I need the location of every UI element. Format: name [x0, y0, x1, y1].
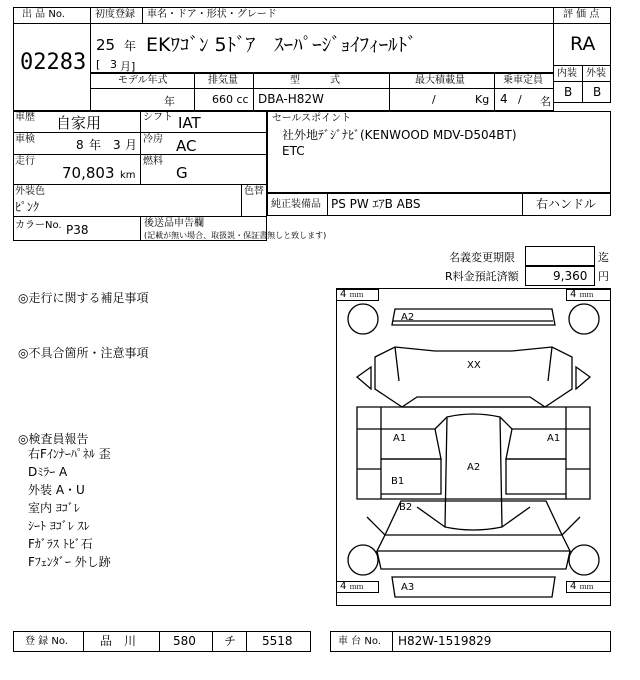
recycle-fee: 9,360 — [553, 269, 588, 283]
shift: IAT — [178, 114, 201, 132]
steering-side: 右ハンドル — [536, 197, 597, 211]
post-report-label: 後送品申告欄 — [144, 218, 204, 229]
driving-notes-heading: ◎走行に関する補足事項 — [18, 291, 149, 305]
reg-v2 — [159, 631, 160, 652]
damage-diagram — [336, 288, 611, 606]
capacity-slash: / — [518, 93, 522, 106]
grade-label: 評 価 点 — [563, 9, 600, 20]
inspector-report-line: ｼｰﾄ ﾖｺﾞﾚ ｽﾚ — [28, 519, 90, 533]
damage-code-hood: XX — [467, 360, 481, 371]
spec-v1 — [194, 73, 195, 111]
defects-heading: ◎不具合箇所・注意事項 — [18, 346, 149, 360]
inspector-report-line: Dﾐﾗｰ A — [28, 465, 68, 479]
details-v2 — [241, 184, 242, 216]
model-year-label: モデル年式 — [118, 75, 168, 86]
registration-month-unit: 月] — [120, 60, 136, 73]
car-name-label: 車名・ドア・形状・グレード — [147, 9, 277, 20]
reg-v1 — [83, 631, 84, 652]
capacity: 4 — [500, 92, 508, 106]
equipment-v1 — [327, 193, 328, 216]
fuel-label: 燃料 — [143, 156, 163, 167]
tire-depth: 4 — [340, 289, 347, 300]
max-load-label: 最大積載量 — [415, 75, 465, 86]
registration-number-label: 登 録 No. — [25, 636, 68, 647]
inspector-report-heading: ◎検査員報告 — [18, 432, 89, 446]
registration-month: 3 — [110, 58, 117, 71]
equipment: PS PW ｴｱB ABS — [331, 197, 421, 211]
fuel: G — [176, 164, 188, 182]
sales-point-line-2: ETC — [282, 144, 305, 158]
interior-grade-label: 内装 — [557, 68, 577, 79]
inspection-label: 車検 — [15, 134, 35, 145]
damage-code-left-front-door: A1 — [393, 433, 407, 444]
title-hdivider — [90, 23, 554, 24]
spec-v3 — [389, 73, 390, 111]
grade-divider — [553, 23, 611, 24]
registration-area: 品 川 — [100, 634, 137, 648]
inspector-report-line: Fﾌｪﾝﾀﾞｰ 外し跡 — [28, 555, 111, 569]
max-load-slash: / — [432, 93, 436, 106]
registration-number: 5518 — [262, 634, 293, 648]
color-change-label: 色替 — [244, 186, 264, 197]
recycle-fee-label: R料金預託済額 — [445, 270, 519, 283]
name-change-deadline-label: 名義変更期限 — [449, 251, 515, 264]
inspection-year-unit: 年 — [89, 138, 102, 152]
overall-grade: RA — [570, 33, 596, 55]
tire-depth-unit: ｍｍ — [349, 583, 364, 591]
ac: AC — [176, 137, 197, 155]
inspector-report-line: Fｶﾞﾗｽ ﾄﾋﾞ石 — [28, 537, 93, 551]
tire-depth: 4 — [340, 581, 347, 592]
damage-code-right-front-door: A1 — [547, 433, 561, 444]
damage-code-front-bumper: A2 — [401, 312, 415, 323]
max-load-unit: Kg — [475, 93, 490, 106]
color-number: P38 — [66, 223, 89, 237]
details-v3 — [140, 216, 141, 241]
capacity-unit: 名 — [540, 95, 551, 108]
exterior-grade-label: 外装 — [586, 68, 606, 79]
spec-divider — [90, 88, 554, 89]
registration-class: 580 — [173, 634, 196, 648]
tire-tag-rear-right — [566, 581, 610, 593]
damage-code-left-rear-door: B1 — [391, 476, 405, 487]
model-year-unit: 年 — [164, 95, 175, 108]
tire-tag-front-left — [337, 289, 379, 301]
damage-code-left-quarter: B2 — [399, 502, 413, 513]
equipment-label: 純正装備品 — [271, 199, 321, 210]
sales-point-label: セールスポイント — [272, 113, 352, 124]
reg-v4 — [246, 631, 247, 652]
tire-depth-unit: ｍｍ — [579, 291, 594, 299]
car-outline-drawing — [337, 289, 610, 605]
chassis-v1 — [392, 631, 393, 652]
name-change-deadline-unit: 迄 — [598, 251, 609, 264]
grade-vdivider — [582, 65, 583, 103]
capacity-label: 乗車定員 — [503, 75, 543, 86]
mileage-unit: km — [120, 170, 136, 181]
ac-label: 冷房 — [143, 134, 163, 145]
reg-v3 — [212, 631, 213, 652]
inspector-report-line: 外装 A・U — [28, 483, 85, 497]
lot-divider — [13, 23, 91, 24]
displacement: 660 cc — [212, 93, 249, 106]
sales-point-line-1: 社外地ﾃﾞｼﾞﾅﾋﾞ(KENWOOD MDV-D504BT) — [282, 128, 517, 142]
lot-number-label: 出 品 No. — [22, 9, 65, 20]
details-h3 — [13, 184, 267, 185]
grade-divider-3 — [553, 81, 611, 82]
tire-tag-front-right — [566, 289, 610, 301]
registration-year-unit: 年 — [124, 39, 137, 53]
inspection-month-unit: 月 — [125, 138, 138, 152]
chassis-number-label: 車 台 No. — [338, 636, 381, 647]
color-label: 外装色 — [15, 186, 45, 197]
exterior-color: ﾋﾟﾝｸ — [15, 200, 40, 214]
interior-grade: B — [564, 85, 573, 99]
damage-code-rear-bumper: A3 — [401, 582, 415, 593]
exterior-grade: B — [593, 85, 602, 99]
tire-tag-rear-left — [337, 581, 379, 593]
inspection-month: 3 — [113, 138, 121, 152]
color-number-label: カラーNo. — [15, 220, 62, 231]
registration-year: 25 — [96, 36, 116, 54]
recycle-fee-unit: 円 — [598, 270, 609, 283]
tire-depth-unit: ｍｍ — [579, 583, 594, 591]
tire-depth: 4 — [570, 581, 577, 592]
inspector-report-line: 室内 ﾖｺﾞﾚ — [28, 501, 80, 515]
mileage: 70,803 — [62, 164, 115, 182]
displacement-label: 排気量 — [208, 75, 238, 86]
vehicle-type: DBA-H82W — [258, 92, 324, 106]
spec-v4 — [494, 73, 495, 111]
damage-code-roof: A2 — [467, 462, 481, 473]
equipment-v2 — [522, 193, 523, 216]
type-label: 型 式 — [290, 75, 340, 86]
registration-kana: チ — [224, 634, 237, 648]
inspector-report-line: 右Fｲﾝﾅｰﾊﾟﾈﾙ 歪 — [28, 447, 111, 461]
history-label: 車歴 — [15, 112, 35, 123]
chassis-number: H82W-1519829 — [398, 634, 492, 648]
details-v1 — [140, 111, 141, 184]
post-report-note: (記載が無い場合、取扱説・保証書無しと致します) — [144, 231, 327, 240]
history: 自家用 — [56, 114, 102, 132]
spec-v2 — [253, 73, 254, 111]
tire-depth: 4 — [570, 289, 577, 300]
name-change-deadline-box — [525, 246, 595, 266]
first-registration-label: 初度登録 — [95, 9, 135, 20]
tire-depth-unit: ｍｍ — [349, 291, 364, 299]
car-name: EKﾜｺﾞﾝ 5ﾄﾞｱ ｽｰﾊﾟｰｼﾞｮｲﾌｨｰﾙﾄﾞ — [146, 34, 417, 56]
registration-month-bracket: [ — [96, 58, 101, 71]
mileage-label: 走行 — [15, 156, 35, 167]
inspection-year: 8 — [76, 138, 84, 152]
title-vdivider — [142, 7, 143, 23]
shift-label: シフト — [143, 112, 173, 123]
lot-number: 02283 — [20, 50, 87, 75]
